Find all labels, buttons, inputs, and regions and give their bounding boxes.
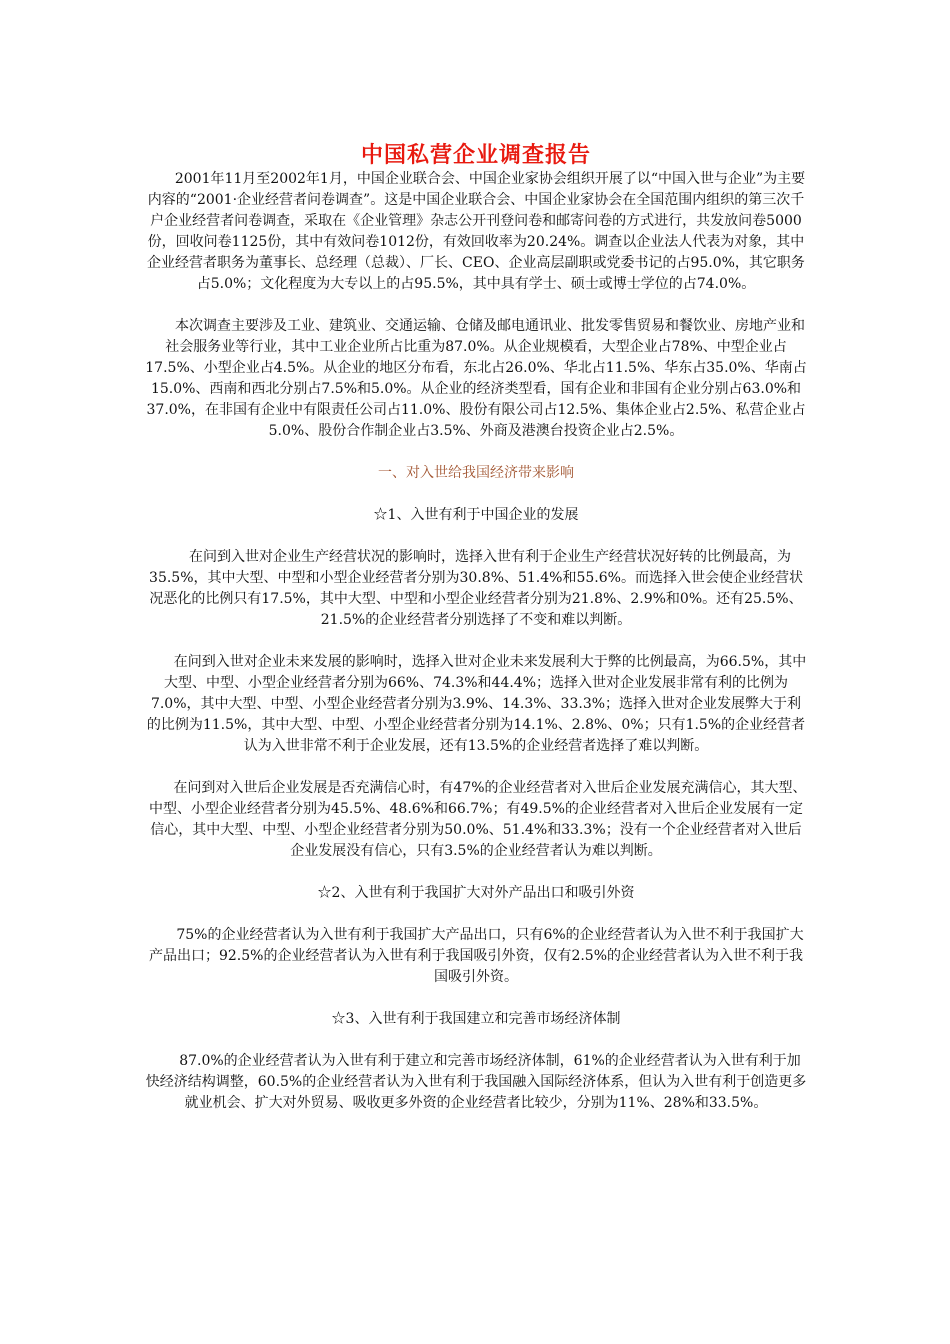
spacer [145, 484, 807, 505]
document-title: 中国私营企业调查报告 [360, 143, 591, 168]
spacer [145, 904, 807, 925]
subsection-1-paragraph-3: 在问到对入世后企业发展是否充满信心时，有47%的企业经营者对入世后企业发展充满信心，其大型、中型、小型企业经营者分别为45.5%、48.6%和66.7%；有49.5%的企业经营者对入世后企业发展有一定信心，其中大型、中型、小型企业经营者分别为50.0%、51.4%和33.3%；没有一个企业经营者对入世后企业发展没有信心，只有3.5%的企业经营者认为难以判断。 [149, 780, 807, 859]
intro-paragraph-2: 本次调查主要涉及工业、建筑业、交通运输、仓储及邮电通讯业、批发零售贸易和餐饮业、房地产业和社会服务业等行业，其中工业企业所占比重为87.0%。从企业规模看，大型企业占78%、中型企业占17.5%、小型企业占4.5%。从企业的地区分布看，东北占26.0%、华北占11.5%、华东占35.0%、华南占15.0%、西南和西北分别占7.5%和5.0%。从企业的经济类型看，国有企业和非国有企业分别占63.0%和37.0%，在非国有企业中有限责任公司占11.0%、股份有限公司占12.5%、集体企业占2.5%、私营企业占5.0%、股份合作制企业占3.5%、外商及港澳台投资企业占2.5%。 [145, 318, 807, 439]
spacer [145, 442, 807, 463]
subsection-heading-3: ☆3、入世有利于我国建立和完善市场经济体制 [331, 1011, 621, 1027]
spacer [145, 862, 807, 883]
subsection-3-paragraph-1: 87.0%的企业经营者认为入世有利于建立和完善市场经济体制，61%的企业经营者认为入世有利于加快经济结构调整，60.5%的企业经营者认为入世有利于我国融入国际经济体系，但认为入世有利于创造更多就业机会、扩大对外贸易、吸收更多外资的企业经营者比较少，分别为11%、28%和33.5%。 [145, 1053, 807, 1111]
subsection-1-paragraph-1: 在问到入世对企业生产经营状况的影响时，选择入世有利于企业生产经营状况好转的比例最高，为35.5%，其中大型、中型和小型企业经营者分别为30.8%、51.4%和55.6%。而选择入世会使企业经营状况恶化的比例只有17.5%，其中大型、中型和小型企业经营者分别为21.8%、2.9%和0%。还有25.5%、21.5%的企业经营者分别选择了不变和难以判断。 [149, 549, 803, 628]
document-page [145, 143, 807, 1114]
subsection-heading-1: ☆1、入世有利于中国企业的发展 [373, 507, 579, 523]
spacer [145, 295, 807, 316]
spacer [145, 526, 807, 547]
subsection-2-paragraph-1: 75%的企业经营者认为入世有利于我国扩大产品出口，只有6%的企业经营者认为入世不利于我国扩大产品出口；92.5%的企业经营者认为入世有利于我国吸引外资，仅有2.5%的企业经营者认为入世不利于我国吸引外资。 [148, 927, 804, 985]
subsection-1-paragraph-2: 在问到入世对企业未来发展的影响时，选择入世对企业未来发展利大于弊的比例最高，为66.5%，其中大型、中型、小型企业经营者分别为66%、74.3%和44.4%；选择入世对企业发展非常有利的比例为7.0%，其中大型、中型、小型企业经营者分别为3.9%、14.3%、33.3%；选择入世对企业发展弊大于利的比例为11.5%，其中大型、中型、小型企业经营者分别为14.1%、2.8%、0%；只有1.5%的企业经营者认为入世非常不利于企业发展，还有13.5%的企业经营者选择了难以判断。 [146, 654, 807, 754]
section-heading-1 [145, 463, 807, 484]
spacer [145, 757, 807, 778]
intro-paragraph-1: 2001年11月至2002年1月，中国企业联合会、中国企业家协会组织开展了以“中国入世与企业”为主要内容的“2001·企业经营者问卷调查”。这是中国企业联合会、中国企业家协会在全国范围内组织的第三次千户企业经营者问卷调查，采取在《企业管理》杂志公开刊登问卷和邮寄问卷的方式进行，共发放问卷5000份，回收问卷1125份，其中有效问卷1012份，有效回收率为20.24%。调查以企业法人代表为对象，其中企业经营者职务为董事长、总经理（总裁）、厂长、CEO、企业高层副职或党委书记的占95.0%，其它职务占5.0%；文化程度为大专以上的占95.5%，其中具有学士、硕士或博士学位的占74.0%。 [147, 171, 806, 292]
spacer [145, 988, 807, 1009]
spacer [145, 1030, 807, 1051]
subsection-heading-2: ☆2、入世有利于我国扩大对外产品出口和吸引外资 [317, 885, 635, 901]
section-title: 对入世给我国经济带来影响 [406, 465, 574, 481]
section-number: 一、 [378, 465, 406, 481]
spacer [145, 631, 807, 652]
